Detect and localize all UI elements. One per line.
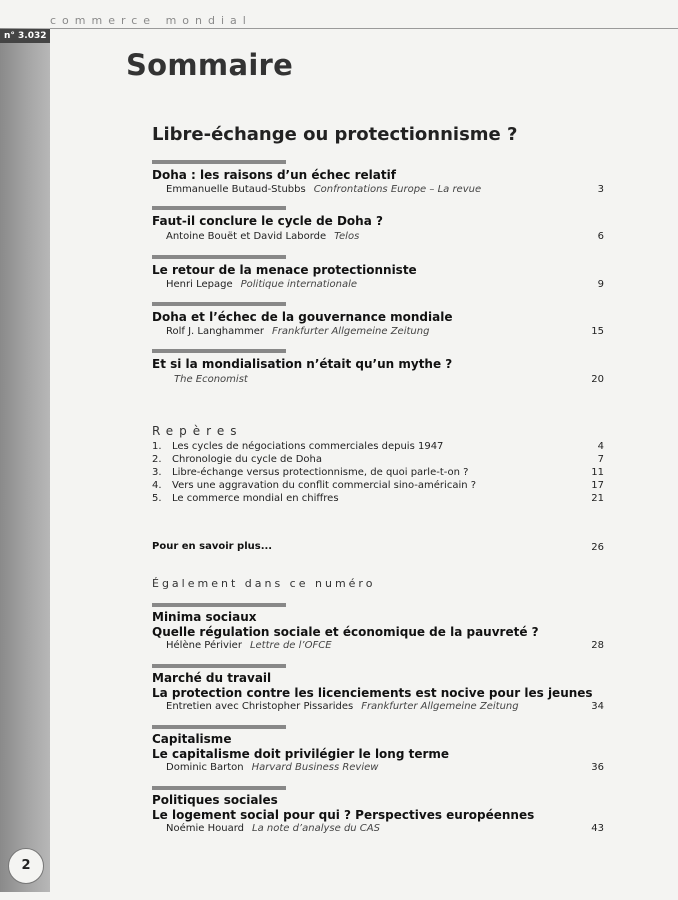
also-headline[interactable]: Quelle régulation sociale et économique de la pauvreté ? — [152, 625, 539, 639]
also-title: Également dans ce numéro — [152, 577, 376, 590]
article-bar — [152, 664, 286, 668]
reperes-item-label: Vers une aggravation du conflit commercial sino-américain ? — [172, 480, 477, 491]
reperes-item-label: Chronologie du cycle de Doha — [172, 454, 322, 465]
article-bar — [152, 206, 286, 210]
issue-number: n° 3.032 — [0, 29, 50, 43]
toc-entry-author — [166, 231, 359, 242]
reperes-item-number: 4. — [152, 480, 162, 491]
reperes-item[interactable] — [152, 467, 468, 478]
reperes-title: Repères — [152, 424, 243, 438]
reperes-item[interactable] — [152, 493, 339, 504]
also-author-line — [166, 823, 380, 834]
reperes-page-number[interactable]: 4 — [597, 441, 604, 452]
header-rule — [0, 28, 678, 29]
toc-entry-title[interactable]: Doha et l’échec de la gouvernance mondiale — [152, 310, 453, 324]
article-bar — [152, 349, 286, 353]
source-name: Frankfurter Allgemeine Zeitung — [272, 326, 430, 337]
source-name: La note d’analyse du CAS — [252, 823, 380, 834]
also-headline[interactable]: Le logement social pour qui ? Perspectives européennes — [152, 808, 535, 822]
reperes-item-label: Le commerce mondial en chiffres — [172, 493, 339, 504]
toc-entry-title[interactable]: Et si la mondialisation n’était qu’un mythe ? — [152, 357, 453, 371]
article-bar — [152, 603, 286, 607]
author-name: Antoine Bouët et David Laborde — [166, 231, 327, 242]
also-headline[interactable]: Le capitalisme doit privilégier le long terme — [152, 747, 450, 761]
main-section-title: Libre-échange ou protectionnisme ? — [152, 124, 518, 145]
reperes-item-number: 1. — [152, 441, 162, 452]
article-bar — [152, 786, 286, 790]
also-category: Minima sociaux — [152, 610, 257, 624]
reperes-page-number[interactable]: 17 — [591, 480, 604, 491]
reperes-item[interactable] — [152, 454, 322, 465]
also-category: Politiques sociales — [152, 793, 278, 807]
also-headline[interactable]: La protection contre les licenciements est nocive pour les jeunes — [152, 686, 593, 700]
more-link[interactable]: Pour en savoir plus... — [152, 541, 273, 552]
also-category: Marché du travail — [152, 671, 272, 685]
reperes-item[interactable] — [152, 480, 476, 491]
article-bar — [152, 302, 286, 306]
toc-page-number[interactable]: 9 — [597, 279, 604, 290]
toc-entry-author — [166, 279, 357, 290]
source-name: Telos — [334, 231, 360, 242]
toc-entry-title[interactable]: Doha : les raisons d’un échec relatif — [152, 168, 396, 182]
author-name: Hélène Périvier — [166, 640, 242, 651]
author-name: Emmanuelle Butaud-Stubbs — [166, 184, 306, 195]
reperes-item-number: 3. — [152, 467, 162, 478]
reperes-item-label: Libre-échange versus protectionnisme, de quoi parle-t-on ? — [172, 467, 469, 478]
also-page-number[interactable]: 43 — [591, 823, 604, 834]
page-number: 2 — [8, 848, 44, 884]
also-page-number[interactable]: 36 — [591, 762, 604, 773]
toc-page-number[interactable]: 6 — [597, 231, 604, 242]
source-name: Politique internationale — [240, 279, 358, 290]
source-name: The Economist — [174, 374, 248, 385]
also-author-line — [166, 640, 332, 651]
reperes-page-number[interactable]: 21 — [591, 493, 604, 504]
toc-page-number[interactable]: 20 — [591, 374, 604, 385]
reperes-item-number: 2. — [152, 454, 162, 465]
also-author-line — [166, 701, 519, 712]
toc-entry-title[interactable]: Le retour de la menace protectionniste — [152, 263, 417, 277]
article-bar — [152, 255, 286, 259]
toc-entry-author — [166, 374, 248, 385]
also-category: Capitalisme — [152, 732, 232, 746]
reperes-page-number[interactable]: 7 — [597, 454, 604, 465]
article-bar — [152, 160, 286, 164]
reperes-item-label: Les cycles de négociations commerciales depuis 1947 — [172, 441, 444, 452]
page-title: Sommaire — [126, 48, 294, 82]
also-page-number[interactable]: 28 — [591, 640, 604, 651]
article-bar — [152, 725, 286, 729]
toc-entry-author — [166, 326, 429, 337]
source-name: Confrontations Europe – La revue — [313, 184, 482, 195]
also-author-line — [166, 762, 378, 773]
source-name: Frankfurter Allgemeine Zeitung — [361, 701, 519, 712]
toc-page-number[interactable]: 3 — [597, 184, 604, 195]
magazine-title: commerce mondial — [50, 14, 252, 27]
toc-page-number[interactable]: 15 — [591, 326, 604, 337]
source-name: Harvard Business Review — [251, 762, 379, 773]
reperes-item-number: 5. — [152, 493, 162, 504]
left-sidebar-bar — [0, 28, 50, 892]
author-name: Dominic Barton — [166, 762, 244, 773]
author-name: Henri Lepage — [166, 279, 233, 290]
toc-entry-title[interactable]: Faut-il conclure le cycle de Doha ? — [152, 214, 383, 228]
also-page-number[interactable]: 34 — [591, 701, 604, 712]
author-name: Entretien avec Christopher Pissarides — [166, 701, 354, 712]
toc-entry-author — [166, 184, 481, 195]
author-name: Noémie Houard — [166, 823, 244, 834]
more-page-number[interactable]: 26 — [591, 542, 604, 553]
reperes-page-number[interactable]: 11 — [591, 467, 604, 478]
source-name: Lettre de l’OFCE — [249, 640, 332, 651]
author-name: Rolf J. Langhammer — [166, 326, 264, 337]
reperes-item[interactable] — [152, 441, 443, 452]
